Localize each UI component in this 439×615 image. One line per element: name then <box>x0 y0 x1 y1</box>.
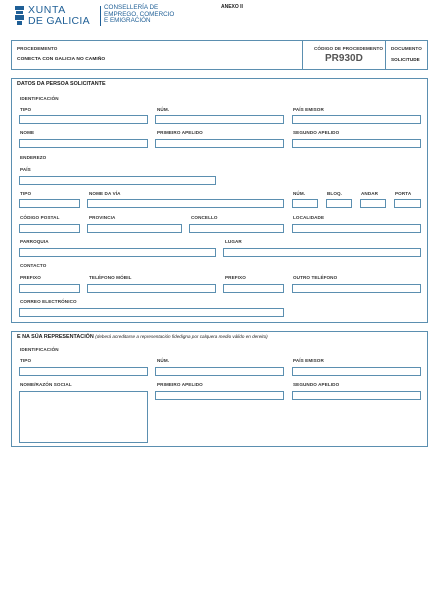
rep-identificacion-heading: IDENTIFICACIÓN <box>20 347 59 352</box>
representative-note: (deberá acreditarse a representación fidedigna por calquera medio válido en dereito) <box>95 334 268 339</box>
correo-label: CORREO ELECTRÓNICO <box>20 299 77 304</box>
nome-field[interactable] <box>19 139 148 148</box>
num-via-field[interactable] <box>292 199 318 208</box>
identificacion-heading: IDENTIFICACIÓN <box>20 96 59 101</box>
rep-tipo-field[interactable] <box>19 367 148 376</box>
tipo-label: TIPO <box>20 107 32 112</box>
nome-label: NOME <box>20 130 35 135</box>
telefono-mobil-field[interactable] <box>87 284 216 293</box>
tipo-via-field[interactable] <box>19 199 80 208</box>
provincia-label: PROVINCIA <box>89 215 116 220</box>
logo-divider <box>100 6 101 26</box>
tipo-field[interactable] <box>19 115 148 124</box>
procedure-box <box>11 40 428 70</box>
enderezo-heading: ENDEREZO <box>20 155 47 160</box>
num-via-label: NÚM. <box>293 191 306 196</box>
department-name <box>104 5 174 25</box>
bloq-label: BLOQ. <box>327 191 343 196</box>
proc-divider-2 <box>385 41 386 70</box>
procedemento-value: CONECTA CON GALICIA NO CAMIÑO <box>17 57 106 62</box>
annex-label: ANEXO II <box>221 4 243 10</box>
xunta-logo <box>14 5 98 27</box>
primeiro-apelido-label: PRIMEIRO APELIDO <box>157 130 203 135</box>
documento-value: SOLICITUDE <box>391 57 420 62</box>
rep-pais-emisor-field[interactable] <box>292 367 421 376</box>
dept-line3: E EMIGRACIÓN <box>104 17 151 25</box>
dept-line1: CONSELLERÍA DE <box>104 4 159 11</box>
applicant-title: DATOS DA PERSOA SOLICITANTE <box>17 81 106 87</box>
codigo-postal-field[interactable] <box>19 224 80 233</box>
representative-title-text: E NA SÚA REPRESENTACIÓN <box>17 334 94 340</box>
outro-telefono-field[interactable] <box>292 284 421 293</box>
porta-field[interactable] <box>394 199 421 208</box>
andar-label: ANDAR <box>361 191 379 196</box>
rep-segundo-apelido-field[interactable] <box>292 391 421 400</box>
concello-label: CONCELLO <box>191 215 218 220</box>
porta-label: PORTA <box>395 191 412 196</box>
rep-primeiro-apelido-label: PRIMEIRO APELIDO <box>157 382 203 387</box>
rep-primeiro-apelido-field[interactable] <box>155 391 284 400</box>
documento-label: DOCUMENTO <box>391 46 422 51</box>
rep-tipo-label: TIPO <box>20 358 32 363</box>
representative-title <box>17 334 268 340</box>
andar-field[interactable] <box>360 199 386 208</box>
rep-num-label: NÚM. <box>157 358 170 363</box>
codigo-label: CÓDIGO DE PROCEDEMENTO <box>314 46 383 51</box>
concello-field[interactable] <box>189 224 284 233</box>
num-label: NÚM. <box>157 107 170 112</box>
procedemento-label: PROCEDEMENTO <box>17 46 58 51</box>
segundo-apelido-label: SEGUNDO APELIDO <box>293 130 340 135</box>
segundo-apelido-field[interactable] <box>292 139 421 148</box>
localidade-label: LOCALIDADE <box>293 215 325 220</box>
localidade-field[interactable] <box>292 224 421 233</box>
rep-nome-razon-label: NOME/RAZÓN SOCIAL <box>20 382 72 387</box>
prefixo-field[interactable] <box>19 284 80 293</box>
outro-telefono-label: OUTRO TELÉFONO <box>293 275 338 280</box>
provincia-field[interactable] <box>87 224 182 233</box>
rep-nome-razon-field[interactable] <box>19 391 148 443</box>
pais-emisor-field[interactable] <box>292 115 421 124</box>
num-field[interactable] <box>155 115 284 124</box>
pais-emisor-label: PAÍS EMISOR <box>293 107 324 112</box>
dept-line2: EMPREGO, COMERCIO <box>104 10 175 18</box>
parroquia-label: PARROQUIA <box>20 239 49 244</box>
lugar-label: LUGAR <box>225 239 242 244</box>
contacto-heading: CONTACTO <box>20 263 47 268</box>
codigo-value: PR930D <box>325 53 363 64</box>
bloq-field[interactable] <box>326 199 352 208</box>
proc-divider-1 <box>302 41 303 70</box>
prefixo-label: PREFIXO <box>20 275 41 280</box>
parroquia-field[interactable] <box>19 248 216 257</box>
tipo-via-label: TIPO <box>20 191 32 196</box>
nome-via-field[interactable] <box>87 199 284 208</box>
prefixo2-label: PREFIXO <box>225 275 246 280</box>
pais-field[interactable] <box>19 176 216 185</box>
telefono-mobil-label: TELÉFONO MÓBIL <box>89 275 132 280</box>
prefixo2-field[interactable] <box>223 284 284 293</box>
primeiro-apelido-field[interactable] <box>155 139 284 148</box>
logo-line1: XUNTA <box>28 4 66 16</box>
rep-num-field[interactable] <box>155 367 284 376</box>
codigo-postal-label: CÓDIGO POSTAL <box>20 215 60 220</box>
nome-via-label: NOME DA VÍA <box>89 191 121 196</box>
logo-line2: DE GALICIA <box>28 15 90 27</box>
rep-pais-emisor-label: PAÍS EMISOR <box>293 358 324 363</box>
rep-segundo-apelido-label: SEGUNDO APELIDO <box>293 382 340 387</box>
correo-field[interactable] <box>19 308 284 317</box>
lugar-field[interactable] <box>223 248 421 257</box>
pais-label: PAÍS <box>20 167 31 172</box>
galicia-emblem-icon <box>14 5 25 27</box>
